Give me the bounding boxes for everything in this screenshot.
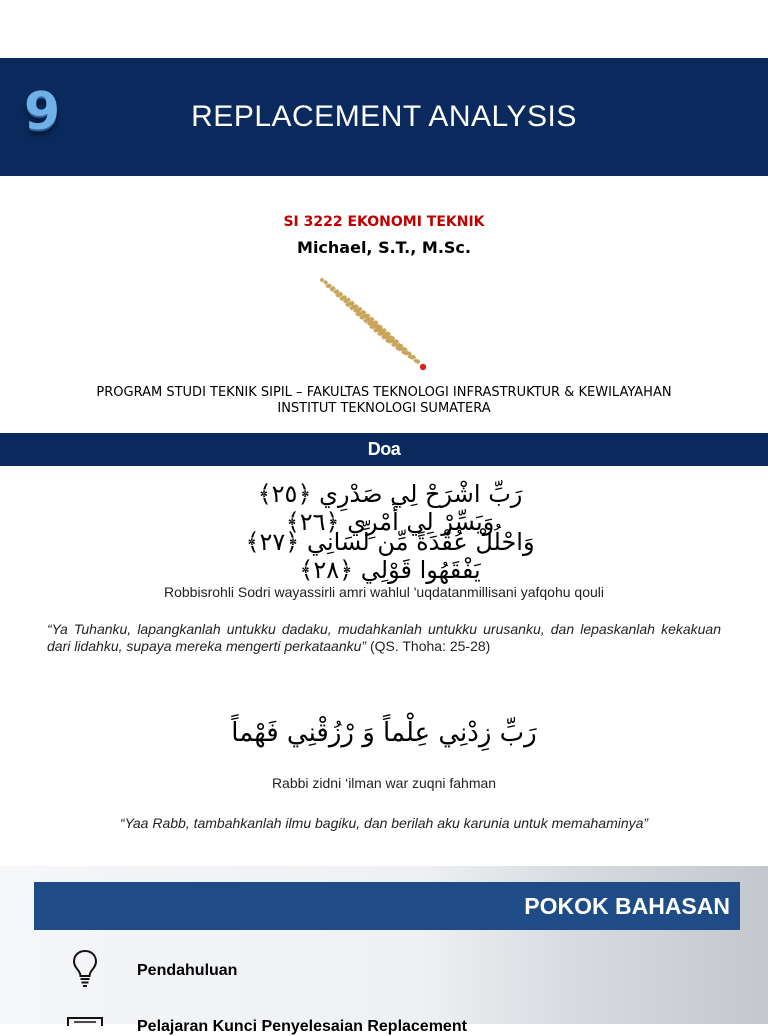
page-title: REPLACEMENT ANALYSIS [191, 100, 577, 133]
institution-block [0, 385, 768, 417]
transliteration-2: Rabbi zidni ‘ilman war zuqni fahman [271, 775, 497, 791]
doa-band [0, 433, 768, 466]
logo-red-dot [420, 364, 426, 370]
course-code: SI 3222 EKONOMI TEKNIK [283, 214, 485, 230]
arabic-verse-line-1: رَبِّ اشْرَحْ لِي صَدْرِي ﴿٢٥﴾ وَيَسِّرْ لِي أَمْرِي ﴿٢٦﴾ [257, 480, 523, 536]
doa-title: Doa [367, 439, 401, 459]
topic-item-1: Pendahuluan [137, 962, 238, 979]
pokok-bahasan-section [0, 866, 768, 1035]
institution-name: INSTITUT TEKNOLOGI SUMATERA [277, 401, 491, 416]
pokok-bahasan-title: POKOK BAHASAN [524, 893, 730, 919]
program-name: PROGRAM STUDI TEKNIK SIPIL – FAKULTAS TEKNOLOGI INFRASTRUKTUR & KEWILAYAHAN [96, 385, 672, 400]
translation-1-text: “Ya Tuhanku, lapangkanlah untukku dadaku, mudahkanlah untukku urusanku, dan lepaskanlah kekakuan dari lidahku, supaya mereka mengerti perkataanku” [47, 621, 721, 654]
translation-2: “Yaa Rabb, tambahkanlah ilmu bagiku, dan berilah aku karunia untuk memahaminya” [119, 815, 649, 831]
arabic-verse-line-2: وَاحْلُلْ عُقْدَةً مِّن لِّسَانِي ﴿٢٧﴾ يَفْقَهُوا قَوْلِي ﴿٢٨﴾ [245, 528, 535, 584]
transliteration-1: Robbisrohli Sodri wayassirli amri wahlul 'uqdatanmillisani yafqohu qouli [164, 584, 604, 600]
pokok-bahasan-header [34, 882, 740, 930]
header-band [0, 58, 768, 176]
translation-1-reference: (QS. Thoha: 25-28) [366, 638, 491, 654]
institution-logo [310, 270, 440, 380]
slide-number: 9 [24, 82, 61, 142]
lightbulb-icon [70, 948, 100, 988]
lecturer-name: Michael, S.T., M.Sc. [297, 238, 471, 257]
arabic-prayer-line-3: رَبِّ زِدْنِي عِلْماً وَ رْزُقْنِي فَهْماً [231, 718, 537, 748]
translation-1 [47, 621, 721, 655]
document-icon [66, 1016, 104, 1026]
topic-item-2: Pelajaran Kunci Penyelesaian Replacement [137, 1018, 467, 1035]
